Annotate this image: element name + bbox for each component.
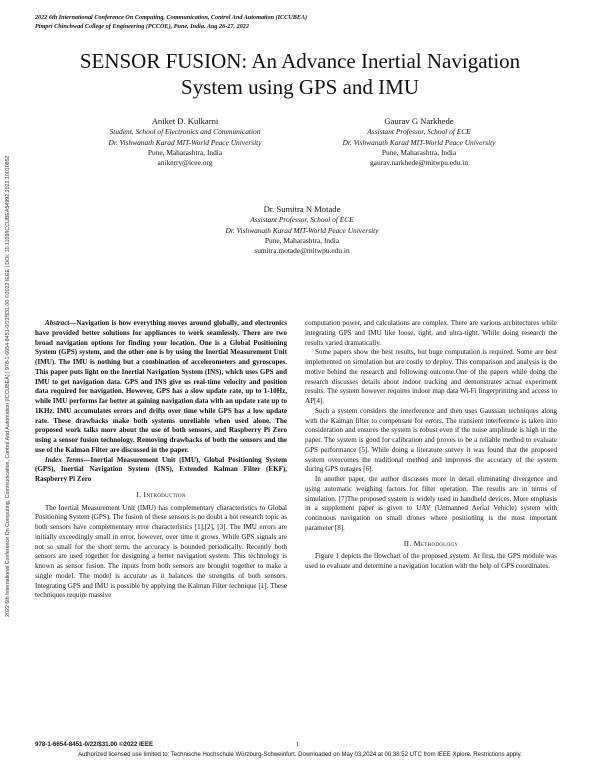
license-notice: Authorized licensed use limited to: Technische Hochschule Würzburg-Schweinfurt. Downloaded on May 03,2024 at 00:38:52 UTC from IEEE Xplore. Restrictions apply. — [78, 752, 522, 758]
conference-line-2: Pimpri Chinchwad College of Engineering (PCCOE), Pune, India. Aug 26-27, 2022 — [35, 23, 249, 30]
index-terms-text: —Inertial Measurement Unit (IMU), Global Positioning System (GPS), Inertial Navigation System (INS), Extended Kalman Filter (EKF), Raspberry Pi Zero — [35, 455, 287, 483]
author-affiliation: Dr. Vishwanath Karad MIT-World Peace University — [342, 137, 496, 147]
author-block-3 — [177, 204, 427, 256]
author-location: Pune, Maharashtra, India — [264, 235, 340, 245]
author-block-2 — [294, 116, 544, 168]
index-terms-paragraph — [35, 456, 287, 485]
author-email[interactable]: sumitra.motade@mitwpu.edu.in — [254, 246, 350, 256]
abstract-paragraph — [35, 319, 287, 456]
author-role: Student, School of Electronics and Communication — [109, 127, 261, 137]
title-line-1: SENSOR FUSION: An Advance Inertial Navigation — [79, 49, 521, 73]
author-email[interactable]: gaurav.narkhede@mitwpu.edu.in — [369, 158, 469, 168]
author-location: Pune, Maharashtra, India — [381, 147, 457, 157]
paper-title — [30, 48, 570, 100]
left-column — [35, 319, 287, 601]
conference-line-1: 2022 6th International Conference On Computing, Communication, Control And Automation (ICCUBEA) — [35, 14, 308, 21]
author-name: Dr. Sumitra N Motade — [263, 204, 341, 214]
author-name: Gaurav G Narkhede — [384, 116, 454, 126]
right-column — [305, 319, 557, 572]
right-paragraph-3: Such a system considers the interference and then uses Gaussian techniques along with the Kalman filter to compensate for errors. The transient interference is taken into consideration and ensures the system is robust even if the noise amplitude is high in the paper. The system is good for calibration and proves to be a reliable method to evaluate GPS performance [5]. While doing a literature survey it was found that the proposed system overcomes the traditional method and improves the accuracy of the system during GPS outages [6]. — [305, 406, 557, 474]
right-paragraph-4: In another paper, the author discusses more in detail eliminating divergence and using automatic weighing factors for filter operation. The results are in terms of simulation. [7]The proposed system is widely used in handheld devices. More emphasis in a supplement paper is given to UAV (Unmanned Aerial Vehicle) system with continuous navigation on small drones where positioning is the most important parameter [8]. — [305, 475, 557, 532]
introduction-paragraph: The Inertial Measurement Unit (IMU) has complementary characteristics to Global Positioning System (GPS). The fusion of these sensors is no doubt a hot research topic as both sensors have complementary error characteristics [1],[2], [3]. The IMU errors are initially exceedingly small in error, however, over time it grows. While GPS signals are not so small for the short term, the accuracy is bounded periodically. Recently both sensors are used together for designing a better navigation system. This technology is known as sensor fusion. The inputs from both sensors are brought together to make a single model. The model is accurate as it balances the strengths of both sensors. Integrating GPS and IMU is possible by applying the Kalman Filter technique [1]. These techniques require massive — [35, 503, 287, 600]
author-role: Assistant Professor, School of ECE — [367, 127, 471, 137]
page-number: 1 — [296, 741, 300, 748]
author-location: Pune, Maharashtra, India — [147, 147, 223, 157]
author-affiliation: Dr. Vishwanath Karad MIT-World Peace University — [108, 137, 262, 147]
section-heading-methodology: II. Methodology — [403, 538, 459, 548]
doi-sidebar: 2022 6th International Conference On Computing, Communication, Control And Automation (ICCUBEA) | 978-1-6654-8451-0/22/$31.00 ©2022 IEEE | DOI: 10.1109/ICCUBEA54992.2022.10010952 — [5, 155, 11, 617]
right-paragraph-2: Some papers show the best results, but huge computation is required. Some are best implemented on simulation but are costly to deploy. This comparison and analysis is the motive behind the research and following outcome.One of the papers while doing the research discusses details about indoor tracking and demonstrates actual experiment results. The system however requires indoor map data Wi-Fi fingerprinting and access to AP[4]. — [305, 348, 557, 405]
author-email[interactable]: anikerry@icee.org — [157, 158, 213, 168]
right-paragraph-1: computation power, and calculations are complex. There are various architectures while integrating GPS and IMU like loose, tight, and ultra-tight. While doing research the results varied dramatically. — [305, 319, 557, 347]
section-heading-introduction: I. Introduction — [136, 489, 186, 499]
footer-isbn: 978-1-6654-8451-0/22/$31.00 ©2022 IEEE — [35, 741, 154, 748]
abstract-label: Abstract — [45, 319, 70, 327]
author-block-1 — [60, 116, 310, 168]
author-affiliation: Dr. Vishwanath Karad MIT-World Peace University — [225, 225, 379, 235]
index-terms-label: Index Terms — [45, 455, 84, 464]
title-line-2: System using GPS and IMU — [180, 75, 420, 99]
abstract-text: —Navigation is how everything moves around globally, and electronics have provided better solutions for appliances to work seamlessly. There are two broad navigation options for finding your location. One is a Global Positioning System (GPS) system, and the other one is by using the Inertial Measurement Unit (IMU). The IMU is nothing but a combination of accelerometers and gyroscopes. This paper puts light on the Inertial Navigation System (INS), which uses GPS and IMU to get navigation data. GPS and INS give us real-time velocity and position data required for navigation. However, GPS has a slow update rate, up to 1-10Hz, while IMU performs far better at gaining navigation data with an update rate up to 1KHz. IMU accumulates errors and drifts over time while GPS has a low update rate. These drawbacks make both systems unreliable when used alone. The proposed work talks more about the use of both sensors, and Raspberry Pi Zero using a sensor fusion technology. Removing drawbacks of both the sensors and the use of the Kalman Filter are discussed in the paper. — [35, 319, 287, 454]
methodology-paragraph: Figure 1 depicts the flowchart of the proposed system. At first, the GPS module was used to evaluate and determine a navigation location with the help of GPS coordinates. — [305, 552, 557, 570]
author-name: Aniket D. Kulkarni — [151, 116, 219, 126]
author-role: Assistant Professor, School of ECE — [250, 215, 354, 225]
